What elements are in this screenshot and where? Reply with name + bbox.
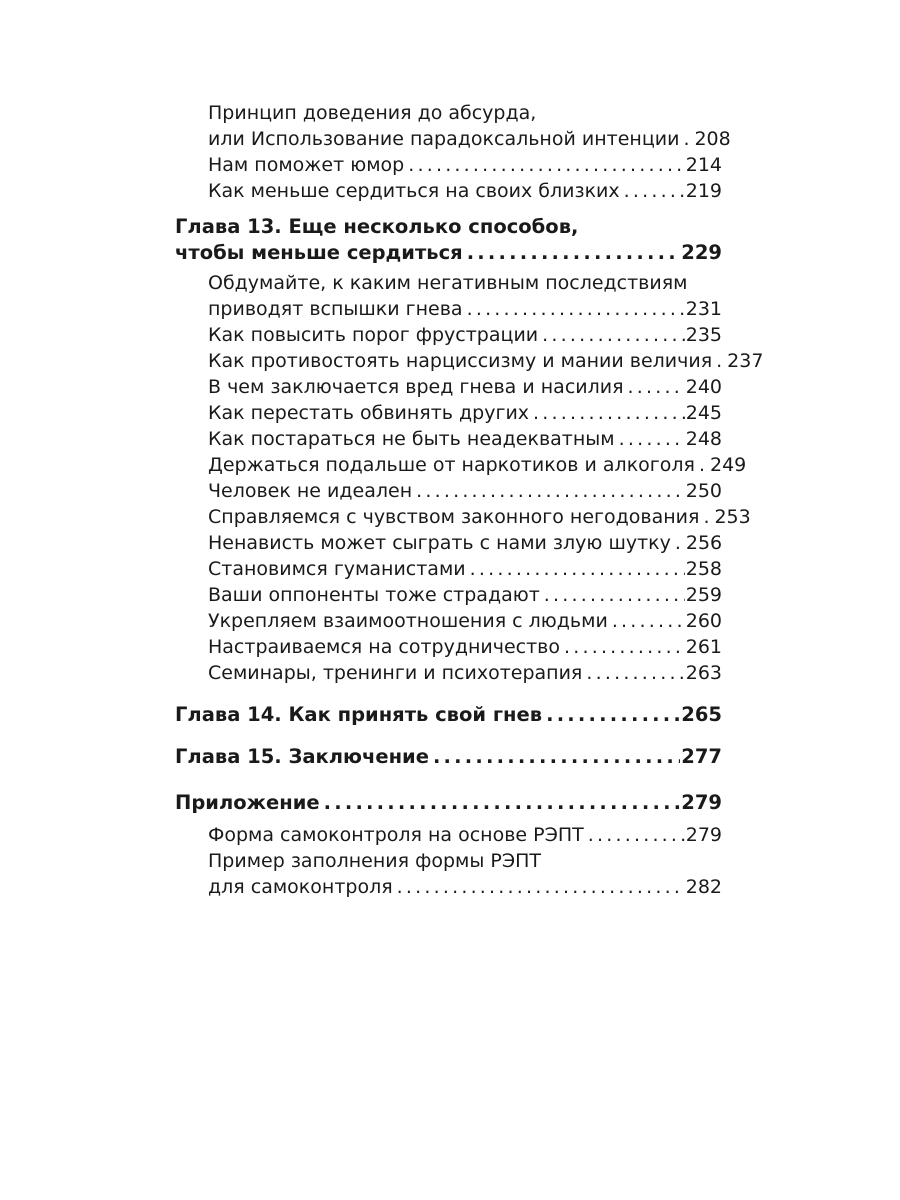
toc-page-number: 277 bbox=[681, 745, 722, 768]
toc-entry-line bbox=[208, 126, 731, 152]
toc-chapter-line bbox=[175, 790, 722, 816]
dot-leader bbox=[433, 744, 680, 770]
toc-entry-title: Ваши оппоненты тоже страдают bbox=[208, 584, 540, 606]
toc-entry-title: Человек не идеален bbox=[208, 480, 413, 502]
toc-page-number: 265 bbox=[681, 703, 722, 726]
toc-page-number: 235 bbox=[685, 324, 722, 346]
toc-entry-title: Как противостоять нарциссизму и мании величия bbox=[208, 350, 713, 372]
toc-chapter-line bbox=[175, 214, 722, 240]
toc-entry-title: или Использование парадоксальной интенции bbox=[208, 128, 680, 150]
toc-page-number: 260 bbox=[685, 610, 722, 632]
toc-entry-line bbox=[208, 504, 751, 530]
toc-entry-title: Принцип доведения до абсурда, bbox=[208, 102, 537, 124]
toc-entry-line bbox=[208, 322, 722, 348]
dot-leader bbox=[703, 504, 713, 530]
toc-page-number: 249 bbox=[710, 454, 747, 476]
toc-entry-line bbox=[208, 270, 722, 296]
dot-leader bbox=[619, 426, 685, 452]
toc-entry-title: Держаться подальше от наркотиков и алкоголя bbox=[208, 454, 695, 476]
toc-page-number: 258 bbox=[685, 558, 722, 580]
toc-page-number: 282 bbox=[685, 876, 722, 898]
toc-entry-title: для самоконтроля bbox=[208, 876, 393, 898]
toc-entry-line bbox=[208, 374, 722, 400]
toc-entry-line bbox=[208, 348, 764, 374]
dot-leader bbox=[533, 400, 685, 426]
toc-page-number: 250 bbox=[685, 480, 722, 502]
toc-page-number: 253 bbox=[714, 506, 751, 528]
toc-entry-title: Пример заполнения формы РЭПТ bbox=[208, 850, 542, 872]
toc-page-number: 237 bbox=[727, 350, 764, 372]
dot-leader bbox=[716, 348, 726, 374]
toc-chapter-line bbox=[175, 702, 722, 728]
toc-chapter-line bbox=[175, 240, 722, 266]
toc-page-number: 248 bbox=[685, 428, 722, 450]
toc-page-number: 279 bbox=[685, 824, 722, 846]
toc-entry-title: Ненависть может сыграть с нами злую шутку bbox=[208, 532, 671, 554]
toc-chapter-title: Глава 14. Как принять свой гнев bbox=[175, 703, 543, 726]
dot-leader bbox=[683, 126, 693, 152]
toc-page-number: 256 bbox=[685, 532, 723, 554]
dot-leader bbox=[546, 702, 680, 728]
toc-entry-title: В чем заключается вред гнева и насилия bbox=[208, 376, 624, 398]
toc-entry-line bbox=[208, 100, 722, 126]
toc-page-number: 208 bbox=[694, 128, 731, 150]
toc-page-number: 259 bbox=[685, 584, 722, 606]
toc-entry-line bbox=[208, 530, 722, 556]
toc-entry-line bbox=[208, 634, 722, 660]
dot-leader bbox=[586, 660, 684, 686]
toc-entry-line bbox=[208, 582, 722, 608]
dot-leader bbox=[612, 608, 685, 634]
toc-chapter-title: Приложение bbox=[175, 791, 320, 814]
dot-leader bbox=[408, 152, 685, 178]
dot-leader bbox=[324, 790, 681, 816]
toc-entry-title: приводят вспышки гнева bbox=[208, 298, 463, 320]
toc-entry-title: Нам поможет юмор bbox=[208, 154, 405, 176]
toc-entry-title: Как перестать обвинять других bbox=[208, 402, 530, 424]
toc-entry-title: Обдумайте, к каким негативным последствиям bbox=[208, 272, 688, 294]
toc-page-number: 240 bbox=[685, 376, 722, 398]
toc-entry-title: Как повысить порог фрустрации bbox=[208, 324, 539, 346]
toc-page-number: 279 bbox=[681, 791, 722, 814]
toc-entry-title: Как постараться не быть неадекватным bbox=[208, 428, 615, 450]
toc-page-number: 231 bbox=[685, 298, 722, 320]
toc-entry-line bbox=[208, 660, 722, 686]
dot-leader bbox=[467, 240, 681, 266]
toc-page-number: 261 bbox=[685, 636, 722, 658]
toc-page-number: 229 bbox=[681, 241, 722, 264]
toc-entry-title: Семинары, тренинги и психотерапия bbox=[208, 662, 583, 684]
toc-entry-line bbox=[208, 822, 722, 848]
dot-leader bbox=[699, 452, 709, 478]
toc-chapter-line bbox=[175, 744, 722, 770]
toc-entry-title: Настраиваемся на сотрудничество bbox=[208, 636, 560, 658]
dot-leader bbox=[544, 582, 685, 608]
toc-page-number: 219 bbox=[685, 180, 722, 202]
toc-entry-line bbox=[208, 608, 722, 634]
toc-entry-line bbox=[208, 452, 747, 478]
dot-leader bbox=[624, 178, 685, 204]
toc-entry-line bbox=[208, 556, 722, 582]
toc-entry-line bbox=[208, 178, 722, 204]
dot-leader bbox=[416, 478, 685, 504]
dot-leader bbox=[397, 874, 685, 900]
toc-entry-title: Укрепляем взаимоотношения с людьми bbox=[208, 610, 608, 632]
dot-leader bbox=[542, 322, 685, 348]
toc-entry-line bbox=[208, 400, 722, 426]
toc-page-number: 214 bbox=[685, 154, 722, 176]
dot-leader bbox=[588, 822, 685, 848]
toc-entry-line bbox=[208, 874, 722, 900]
dot-leader bbox=[467, 296, 685, 322]
toc-chapter-title: чтобы меньше сердиться bbox=[175, 241, 463, 264]
toc-entry-title: Справляемся с чувством законного негодования bbox=[208, 506, 700, 528]
dot-leader bbox=[564, 634, 685, 660]
toc-entry-line bbox=[208, 152, 722, 178]
toc-entry-line bbox=[208, 478, 722, 504]
dot-leader bbox=[628, 374, 685, 400]
toc-entry-line bbox=[208, 296, 722, 322]
toc-entry-line bbox=[208, 426, 722, 452]
toc-entry-line bbox=[208, 848, 722, 874]
toc-page-number: 245 bbox=[685, 402, 722, 424]
toc-page-number: 263 bbox=[685, 662, 722, 684]
toc-entry-title: Как меньше сердиться на своих близких bbox=[208, 180, 620, 202]
dot-leader bbox=[675, 530, 685, 556]
dot-leader bbox=[470, 556, 685, 582]
toc-entry-title: Форма самоконтроля на основе РЭПТ bbox=[208, 824, 584, 846]
toc-entry-title: Становимся гуманистами bbox=[208, 558, 466, 580]
toc-chapter-title: Глава 13. Еще несколько способов, bbox=[175, 215, 579, 238]
toc-chapter-title: Глава 15. Заключение bbox=[175, 745, 429, 768]
